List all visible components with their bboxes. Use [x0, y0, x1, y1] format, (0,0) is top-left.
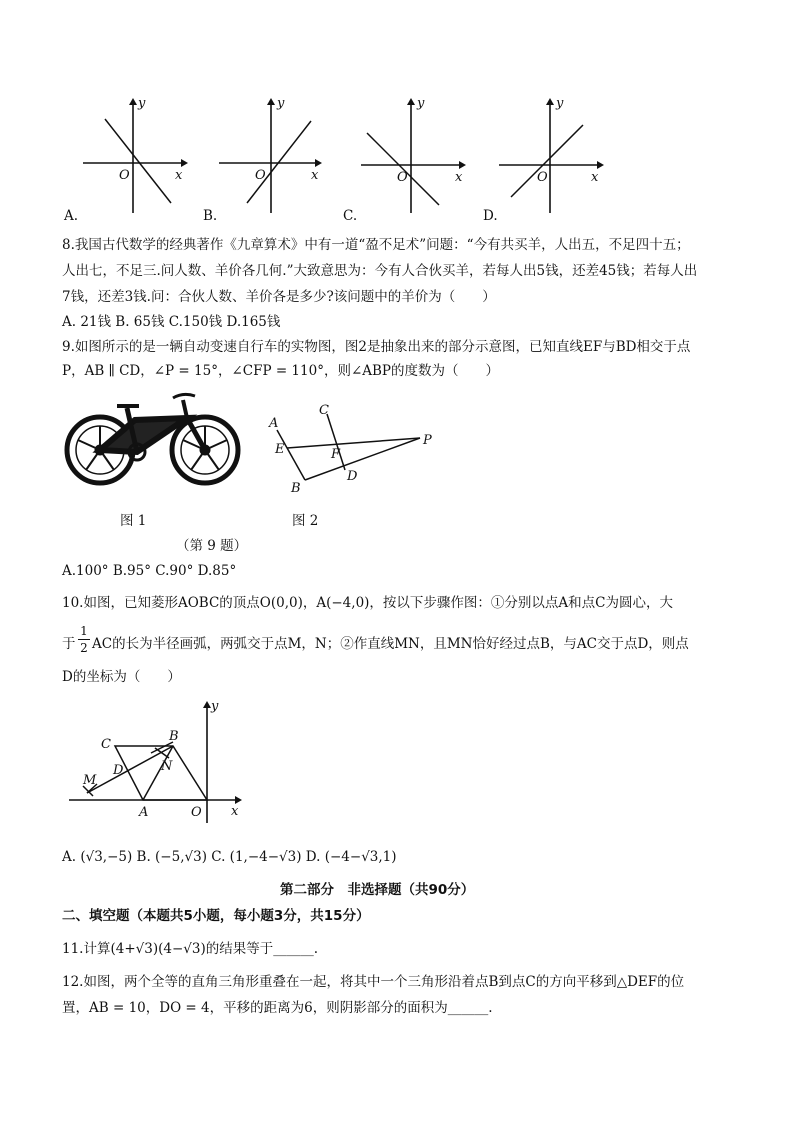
- svg-text:A: A: [269, 416, 279, 431]
- q9-caption: （第 9 题）: [176, 538, 248, 554]
- svg-text:F: F: [331, 447, 341, 462]
- q10-choices[interactable]: A. (√3,−5) B. (−5,√3) C. (1,−4−√3) D. (−4−√3,1): [62, 849, 397, 865]
- q9-line1: 9.如图所示的是一辆自动变速自行车的实物图，图2是抽象出来的部分示意图，已知直线EF与BD相交于点: [62, 339, 691, 355]
- svg-text:y: y: [138, 96, 146, 111]
- graph-d: [495, 95, 615, 220]
- q8-line2: 人出七，不足三.问人数、羊价各几何.”大致意思为：今有人合伙买羊，若每人出5钱，还差45钱；若每人出: [62, 263, 698, 279]
- q12-line2: 置，AB = 10，DO = 4，平移的距离为6，则阴影部分的面积为______.: [62, 1000, 493, 1016]
- svg-text:B: B: [169, 729, 179, 744]
- fraction-bar: [78, 639, 90, 640]
- svg-text:y: y: [417, 96, 425, 111]
- svg-text:x: x: [231, 804, 239, 819]
- q7-option-a[interactable]: A.: [64, 208, 79, 224]
- svg-text:A: A: [139, 805, 149, 820]
- graph-c: [355, 95, 475, 220]
- svg-text:x: x: [175, 168, 183, 183]
- svg-text:y: y: [277, 96, 285, 111]
- q12-line1: 12.如图，两个全等的直角三角形重叠在一起，将其中一个三角形沿着点B到点C的方向平移到△DEF的位: [62, 974, 685, 990]
- svg-text:O: O: [537, 170, 548, 185]
- svg-text:O: O: [397, 170, 408, 185]
- svg-text:C: C: [319, 403, 329, 418]
- svg-text:B: B: [291, 481, 301, 496]
- q9-choices[interactable]: A.100° B.95° C.90° D.85°: [62, 563, 237, 579]
- svg-text:M: M: [83, 773, 97, 788]
- geometry-figure-2: [265, 400, 445, 495]
- graph-b: [215, 95, 335, 220]
- q8-line1: 8.我国古代数学的经典著作《九章算术》中有一道“盈不足术”问题：“今有共买羊，人出五，不足四十五；: [62, 237, 690, 253]
- svg-text:y: y: [556, 96, 564, 111]
- graph-a: [75, 95, 195, 220]
- svg-text:y: y: [211, 699, 219, 714]
- q7-option-d[interactable]: D.: [483, 208, 498, 224]
- svg-text:x: x: [311, 168, 319, 183]
- svg-text:D: D: [347, 469, 358, 484]
- fig2-label: 图 2: [292, 513, 319, 529]
- fig1-label: 图 1: [120, 513, 147, 529]
- part2-title: 第二部分 非选择题（共90分）: [280, 882, 475, 898]
- svg-text:E: E: [275, 442, 285, 457]
- q11-text: 11.计算(4+√3)(4−√3)的结果等于______.: [62, 941, 319, 957]
- svg-text:P: P: [423, 433, 432, 448]
- q7-option-c[interactable]: C.: [343, 208, 358, 224]
- q10-line1: 10.如图，已知菱形AOBC的顶点O(0,0)，A(−4,0)，按以下步骤作图：①分别以点A和点C为圆心，大: [62, 595, 673, 611]
- svg-text:O: O: [191, 805, 202, 820]
- bicycle-image: [65, 390, 245, 495]
- q9-line2: P，AB ∥ CD，∠P = 15°，∠CFP = 110°，则∠ABP的度数为（ ）: [62, 363, 500, 379]
- rhombus-figure: [65, 698, 255, 828]
- svg-text:D: D: [113, 763, 124, 778]
- q8-choices[interactable]: A. 21钱 B. 65钱 C.150钱 D.165钱: [62, 314, 281, 330]
- svg-text:x: x: [455, 170, 463, 185]
- svg-text:C: C: [101, 737, 111, 752]
- svg-text:O: O: [119, 168, 130, 183]
- q8-line3: 7钱，还差3钱.问：合伙人数、羊价各是多少?该问题中的羊价为（ ）: [62, 289, 496, 305]
- q7-option-b[interactable]: B.: [203, 208, 218, 224]
- svg-text:O: O: [255, 168, 266, 183]
- q10-line3: D的坐标为（ ）: [62, 669, 181, 685]
- fill-in-section-heading: 二、填空题（本题共5小题，每小题3分，共15分）: [62, 908, 370, 924]
- svg-text:N: N: [161, 759, 173, 774]
- svg-text:x: x: [591, 170, 599, 185]
